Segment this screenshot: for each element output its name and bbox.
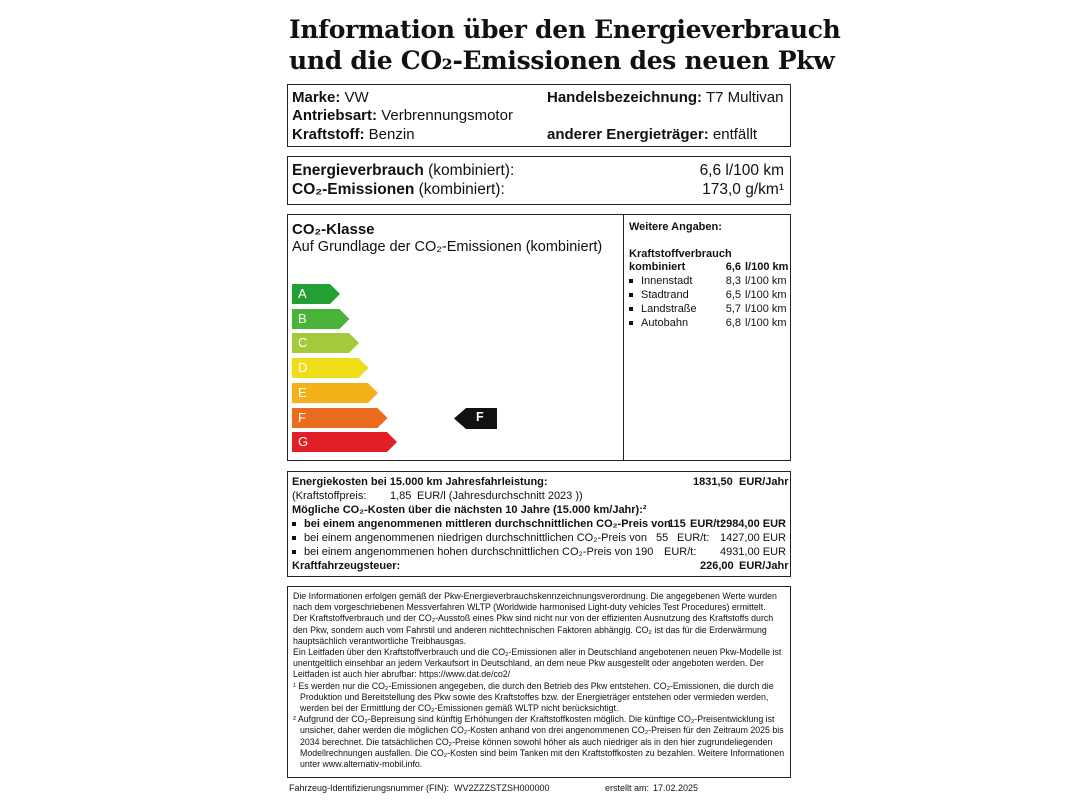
co2-cost-high-price: 190 xyxy=(635,546,654,558)
class-letter: D xyxy=(298,360,308,376)
column-divider xyxy=(623,215,624,460)
co2-cost-mid-unit: EUR/t: xyxy=(690,518,724,530)
co2-emissionen-label: CO₂-Emissionen xyxy=(292,181,415,198)
energiekosten-label: Energiekosten bei 15.000 km Jahresfahrleistung: xyxy=(292,476,548,488)
fin-value: WV2ZZZSTZSH000000 xyxy=(454,783,550,793)
current-class-letter: F xyxy=(476,410,484,424)
marke-row xyxy=(292,89,369,106)
title-line-2: und die CO₂-Emissionen des neuen Pkw xyxy=(289,46,835,75)
antrieb-value: Verbrennungsmotor xyxy=(381,107,513,124)
co2-cost-high-label: bei einem angenommenen hohen durchschnittlichen CO₂-Preis von xyxy=(304,546,633,558)
co2-cost-low-price: 55 xyxy=(656,532,669,544)
co2-class-c-arrow xyxy=(292,333,361,353)
bullet-icon xyxy=(292,522,296,526)
footnote-2: ² Aufgrund der CO₂-Bepreisung sind künftig Erhöhungen der Kraftstoffkosten möglich. Die künftige CO₂-Preisentwicklung ist unsicher, daher werden die möglichen CO₂-Kosten anhand von drei angenommenen CO₂-Preisen für den Zeitraum 2025 bis 2034 berechnet. Die tatsächlichen CO₂-Preise können sowohl höher als auch niedriger als in den hier zugrundeliegenden Modellrechnungen ausfallen. Die CO₂-Kosten sind beim Tanken mit den Kraftstoffkosten zu bezahlen. Weitere Informationen unter www.alternativ-mobil.info. xyxy=(293,714,785,770)
co2-class-e-arrow xyxy=(292,383,380,403)
energietraeger-row xyxy=(547,126,757,143)
item-label: Innenstadt xyxy=(641,275,693,287)
class-letter: B xyxy=(298,310,307,326)
item-value: 6,5 xyxy=(725,289,741,301)
co2-class-a-arrow xyxy=(292,284,342,304)
class-letter: C xyxy=(298,335,308,351)
co2-cost-mid-row xyxy=(292,518,671,530)
bullet-icon xyxy=(292,550,296,554)
co2-emissionen-note: (kombiniert): xyxy=(418,181,505,198)
kraftstoff-row xyxy=(292,126,415,143)
co2-cost-mid-label: bei einem angenommenen mittleren durchschnittlichen CO₂-Preis von xyxy=(304,518,671,530)
item-unit: l/100 km xyxy=(745,289,787,301)
kraftstoffpreis-label: (Kraftstoffpreis: xyxy=(292,490,367,502)
kraftstoffpreis-rest: EUR/l (Jahresdurchschnitt 2023 )) xyxy=(417,490,583,502)
kraftstoffverbrauch-title: Kraftstoffverbrauch xyxy=(629,248,732,260)
co2-class-g-arrow xyxy=(292,432,399,452)
antrieb-label: Antriebsart: xyxy=(292,107,378,124)
energieverbrauch-note: (kombiniert): xyxy=(428,162,515,179)
kraftstoff-value: Benzin xyxy=(368,126,415,143)
energietraeger-value: entfällt xyxy=(712,126,758,143)
class-letter: G xyxy=(298,434,309,450)
bullet-icon xyxy=(629,279,633,283)
fin-label: Fahrzeug-Identifizierungsnummer (FIN): xyxy=(289,783,450,793)
item-value: 5,7 xyxy=(725,303,741,315)
item-value: 6,8 xyxy=(725,317,741,329)
info-paragraph-2: Der Kraftstoffverbrauch und der CO₂-Ausstoß eines Pkw sind nicht nur von der effizienten Ausnutzung des Kraftstoffs durch den Pkw, sondern auch vom Fahrstil und anderen nichttechnischen Faktoren abhängig. CO₂ ist das für die Erderwärmung hauptsächlich verantwortliche Treibhausgas. xyxy=(293,613,774,646)
co2-cost-low-value: 1427,00 EUR xyxy=(719,532,786,544)
item-label: Landstraße xyxy=(641,303,697,315)
page-title xyxy=(289,14,849,76)
co2-cost-low-row xyxy=(292,532,647,544)
class-letter: E xyxy=(298,384,307,400)
class-letter: A xyxy=(298,286,307,301)
co2-cost-mid-value: 2984,00 EUR xyxy=(719,518,786,530)
kombiniert-label: kombiniert xyxy=(629,261,686,273)
co2-cost-high-unit: EUR/t: xyxy=(664,546,697,558)
marke-label: Marke: xyxy=(292,89,341,106)
info-paragraph-3: Ein Leitfaden über den Kraftstoffverbrauch und die CO₂-Emissionen aller in Deutschland angebotenen neuen Pkw-Modelle ist unentgeltlich einsehbar an jedem Verkaufsort in Deutschland, an dem neue Pkw ausgestellt oder angeboten werden. Der Leitfaden ist auch hier abrufbar: https://www.dat.de/co2/ xyxy=(293,647,782,680)
weitere-angaben-title: Weitere Angaben: xyxy=(629,221,722,233)
co2-class-box xyxy=(287,214,791,461)
kfz-steuer-unit: EUR/Jahr xyxy=(739,560,789,572)
energieverbrauch-value: 6,6 l/100 km xyxy=(699,162,784,179)
bullet-icon xyxy=(629,321,633,325)
co2-class-title: CO₂-Klasse xyxy=(292,221,375,238)
energiekosten-unit: EUR/Jahr xyxy=(739,476,789,488)
co2-class-subtitle: Auf Grundlage der CO₂-Emissionen (kombiniert) xyxy=(292,239,603,255)
handel-row xyxy=(547,89,783,106)
kraftstoffpreis-value: 1,85 xyxy=(390,490,412,502)
kfz-steuer-label: Kraftfahrzeugsteuer: xyxy=(292,560,401,572)
item-unit: l/100 km xyxy=(745,303,787,315)
co2-cost-low-label: bei einem angenommenen niedrigen durchschnittlichen CO₂-Preis von xyxy=(304,532,648,544)
item-unit: l/100 km xyxy=(745,317,787,329)
kombiniert-unit: l/100 km xyxy=(745,261,789,273)
co2-kosten-title: Mögliche CO₂-Kosten über die nächsten 10 Jahre (15.000 km/Jahr):² xyxy=(292,504,647,516)
handel-label: Handelsbezeichnung: xyxy=(547,89,703,106)
antrieb-row xyxy=(292,107,513,124)
item-unit: l/100 km xyxy=(745,275,787,287)
title-line-1: Information über den Energieverbrauch xyxy=(289,15,841,44)
co2-cost-high-value: 4931,00 EUR xyxy=(719,546,786,558)
class-arrow-icon xyxy=(292,408,390,428)
handel-value: T7 Multivan xyxy=(705,89,784,106)
footnote-1: ¹ Es werden nur die CO₂-Emissionen angegeben, die durch den Betrieb des Pkw entstehen. CO₂-Emissionen, die durch die Produktion und Bereitstellung des Pkw sowie des Kraftstoffes bzw. der Energieträger entstehen oder vermieden werden, werden bei der Ermittlung der CO₂-Emissionen gemäß WLTP nicht berücksichtigt. xyxy=(293,680,774,714)
energiekosten-value: 1831,50 xyxy=(693,476,733,488)
co2-emissionen-row xyxy=(292,181,505,199)
co2-class-d-arrow xyxy=(292,358,371,378)
created-date: 17.02.2025 xyxy=(653,783,699,793)
class-letter: F xyxy=(298,409,306,425)
kraftstoff-label: Kraftstoff: xyxy=(292,126,365,143)
co2-cost-mid-price: 115 xyxy=(668,518,686,530)
info-paragraph-1: Die Informationen erfolgen gemäß der Pkw-Energieverbrauchskennzeichnungsverordnung. Die angegebenen Werte wurden nach dem vorgeschriebenen Messverfahren WLTP (Worldwide harmonised Light-duty vehicles Test Procedures) ermittelt. xyxy=(293,591,777,613)
vehicle-info-box xyxy=(287,84,791,147)
kombiniert-value: 6,6 xyxy=(725,261,741,273)
item-value: 8,3 xyxy=(725,275,741,287)
current-class-marker xyxy=(454,408,497,429)
co2-class-b-arrow xyxy=(292,309,352,329)
co2-emissionen-value: 173,0 g/km¹ xyxy=(702,181,784,198)
bullet-icon xyxy=(292,536,296,540)
consumption-box xyxy=(287,156,791,205)
bullet-icon xyxy=(629,293,633,297)
kfz-steuer-value: 226,00 xyxy=(700,560,734,572)
legal-info-box xyxy=(287,586,791,778)
energietraeger-label: anderer Energieträger: xyxy=(547,126,709,143)
item-label: Stadtrand xyxy=(641,289,689,301)
co2-cost-low-unit: EUR/t: xyxy=(677,532,710,544)
co2-cost-high-row xyxy=(292,546,632,558)
co2-class-f-arrow xyxy=(292,408,390,428)
bullet-icon xyxy=(629,307,633,311)
energieverbrauch-row xyxy=(292,162,514,180)
marke-value: VW xyxy=(344,89,369,106)
item-label: Autobahn xyxy=(641,317,689,329)
energieverbrauch-label: Energieverbrauch xyxy=(292,162,424,179)
created-label: erstellt am: xyxy=(605,783,650,793)
costs-box xyxy=(287,471,791,577)
